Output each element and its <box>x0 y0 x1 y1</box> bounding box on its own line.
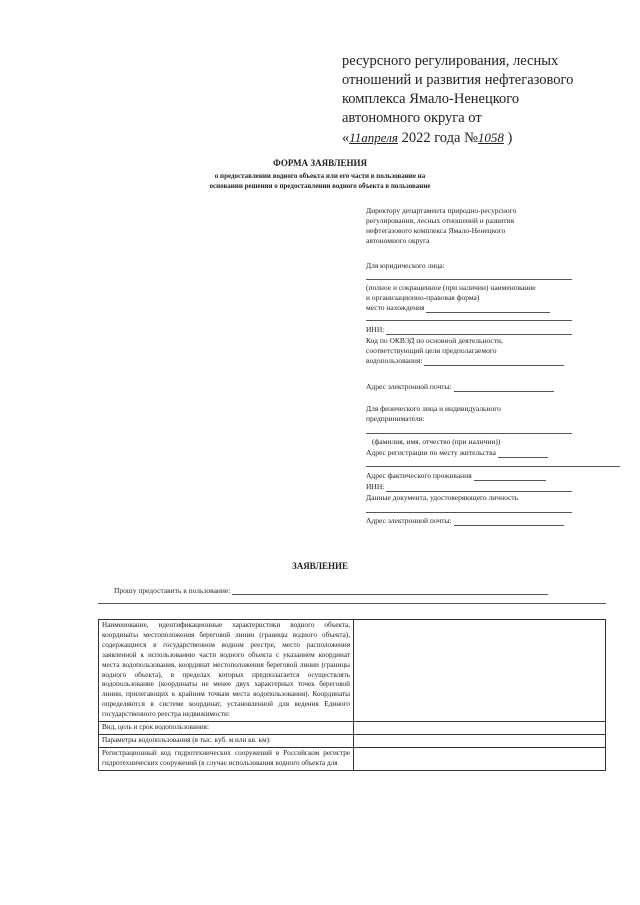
table-cell-label: Регистрационный код гидротехнических сооружений в Российском регистре гидротехнических сооружений (в случае использования водного объекта для <box>99 747 354 770</box>
table-cell-value[interactable] <box>354 722 606 735</box>
individual-reg-address-row <box>366 448 606 458</box>
table-cell-value[interactable] <box>354 620 606 722</box>
legal-name-hint-1: (полное и сокращенное (при наличии) наименование <box>366 283 536 292</box>
individual-inn-field[interactable] <box>386 483 572 492</box>
legal-okved-field[interactable] <box>424 357 564 366</box>
legal-okved-block <box>366 336 606 366</box>
individual-label <box>366 404 606 424</box>
individual-id-document-line[interactable] <box>366 512 572 513</box>
legal-location-field[interactable] <box>426 304 550 313</box>
individual-email-label: Адрес электронной почты: <box>366 516 452 525</box>
individual-reg-address-line-2[interactable] <box>366 466 620 467</box>
date-close: ) <box>507 130 513 146</box>
addressee-line-2: регулирования, лесных отношений и развития <box>366 216 515 225</box>
legal-okved-line-3: водопользования: <box>366 356 423 365</box>
legal-location-line-2[interactable] <box>366 320 572 321</box>
individual-actual-address-label: Адрес фактического проживания <box>366 471 472 480</box>
header-date-line <box>342 128 622 148</box>
addressee-line-4: автономного округа <box>366 236 430 245</box>
handwritten-month: апреля <box>361 130 398 145</box>
table-row <box>99 620 606 722</box>
individual-fio-hint: (фамилия, имя, отчество (при наличии)) <box>372 437 501 446</box>
individual-actual-address-field[interactable] <box>474 472 546 481</box>
table-cell-label: Вид, цель и срок водопользования: <box>99 722 354 735</box>
statement-title: ЗАЯВЛЕНИЕ <box>291 561 349 571</box>
individual-fio-line[interactable] <box>366 433 572 434</box>
individual-inn-row <box>366 482 606 492</box>
legal-inn-field[interactable] <box>386 326 572 335</box>
individual-email-row <box>366 516 606 526</box>
table-row <box>99 722 606 735</box>
addressee-block <box>366 206 606 246</box>
request-line-2[interactable] <box>98 603 606 604</box>
request-label: Прошу предоставить в пользование: <box>114 586 231 595</box>
table-cell-label: Параметры водопользования (в тыс. куб. м или кв. км): <box>99 734 354 747</box>
form-title: ФОРМА ЗАЯВЛЕНИЯ <box>272 158 368 168</box>
legal-location-row <box>366 303 606 313</box>
header-line-4: автономного округа от <box>342 110 482 126</box>
order-reference-header <box>342 52 622 148</box>
legal-email-field[interactable] <box>454 383 554 392</box>
individual-inn-label: ИНН: <box>366 482 385 491</box>
header-line-1: ресурсного регулирования, лесных <box>342 53 559 69</box>
water-object-table <box>98 619 606 771</box>
individual-reg-address-label: Адрес регистрации по месту жительства <box>366 448 496 457</box>
addressee-line-1: Директору департамента природно-ресурсного <box>366 206 517 215</box>
legal-inn-row <box>366 325 606 335</box>
header-line-2: отношений и развития нефтегазового <box>342 72 574 88</box>
individual-reg-address-field[interactable] <box>498 449 548 458</box>
table-row <box>99 747 606 770</box>
form-subtitle-line-1: о предоставлении водного объекта или его части в пользование на <box>214 172 426 180</box>
date-open-quote: « <box>342 130 350 146</box>
legal-email-label: Адрес электронной почты: <box>366 382 452 391</box>
legal-entity-label: Для юридического лица: <box>366 261 445 270</box>
legal-name-hint-2: и организационно-правовая форма) <box>366 293 480 302</box>
legal-okved-line-1: Код по ОКВЭД по основной деятельности, <box>366 336 503 345</box>
legal-name-line[interactable] <box>366 279 572 280</box>
legal-inn-label: ИНН: <box>366 325 385 334</box>
addressee-line-3: нефтегазового комплекса Ямало-Ненецкого <box>366 226 506 235</box>
date-year: 2022 года № <box>401 130 478 146</box>
table-cell-label: Наименование, идентификационные характеристики водного объекта, координаты местоположения береговой линии (границы водного объекта), содержащиеся в государственном водном реестре, место расположения заявленной к использованию части водного объекта с указанием координат места водопользования, координат местоположения береговой линии (границы водного объекта), в пределах которых предполагается осуществлять водопользование (координаты не менее двух характерных точек береговой линии, прилегающих к крайним точкам места водопользования). Координаты определяются в системе координат, установленной для ведения Единого государственного реестра недвижимости: <box>99 620 354 722</box>
individual-id-document-label: Данные документа, удостоверяющего личность <box>366 493 519 502</box>
legal-name-hint <box>366 283 606 303</box>
handwritten-day: 11 <box>349 130 362 145</box>
table-row <box>99 734 606 747</box>
individual-label-line-2: предпринимателя: <box>366 414 425 423</box>
request-field[interactable] <box>232 586 548 595</box>
request-row <box>114 586 548 595</box>
header-line-3: комплекса Ямало-Ненецкого <box>342 91 520 107</box>
individual-email-field[interactable] <box>454 517 564 526</box>
legal-email-row <box>366 382 606 392</box>
handwritten-number: 1058 <box>477 130 504 145</box>
table-cell-value[interactable] <box>354 734 606 747</box>
form-subtitle-line-2: основании решения о предоставлении водного объекта в пользование <box>209 182 431 190</box>
legal-okved-line-2: соответствующий цели предполагаемого <box>366 346 497 355</box>
individual-label-line-1: Для физического лица и индивидуального <box>366 404 501 413</box>
table-cell-value[interactable] <box>354 747 606 770</box>
legal-location-label: место нахождения <box>366 303 425 312</box>
individual-actual-address-row <box>366 471 606 481</box>
